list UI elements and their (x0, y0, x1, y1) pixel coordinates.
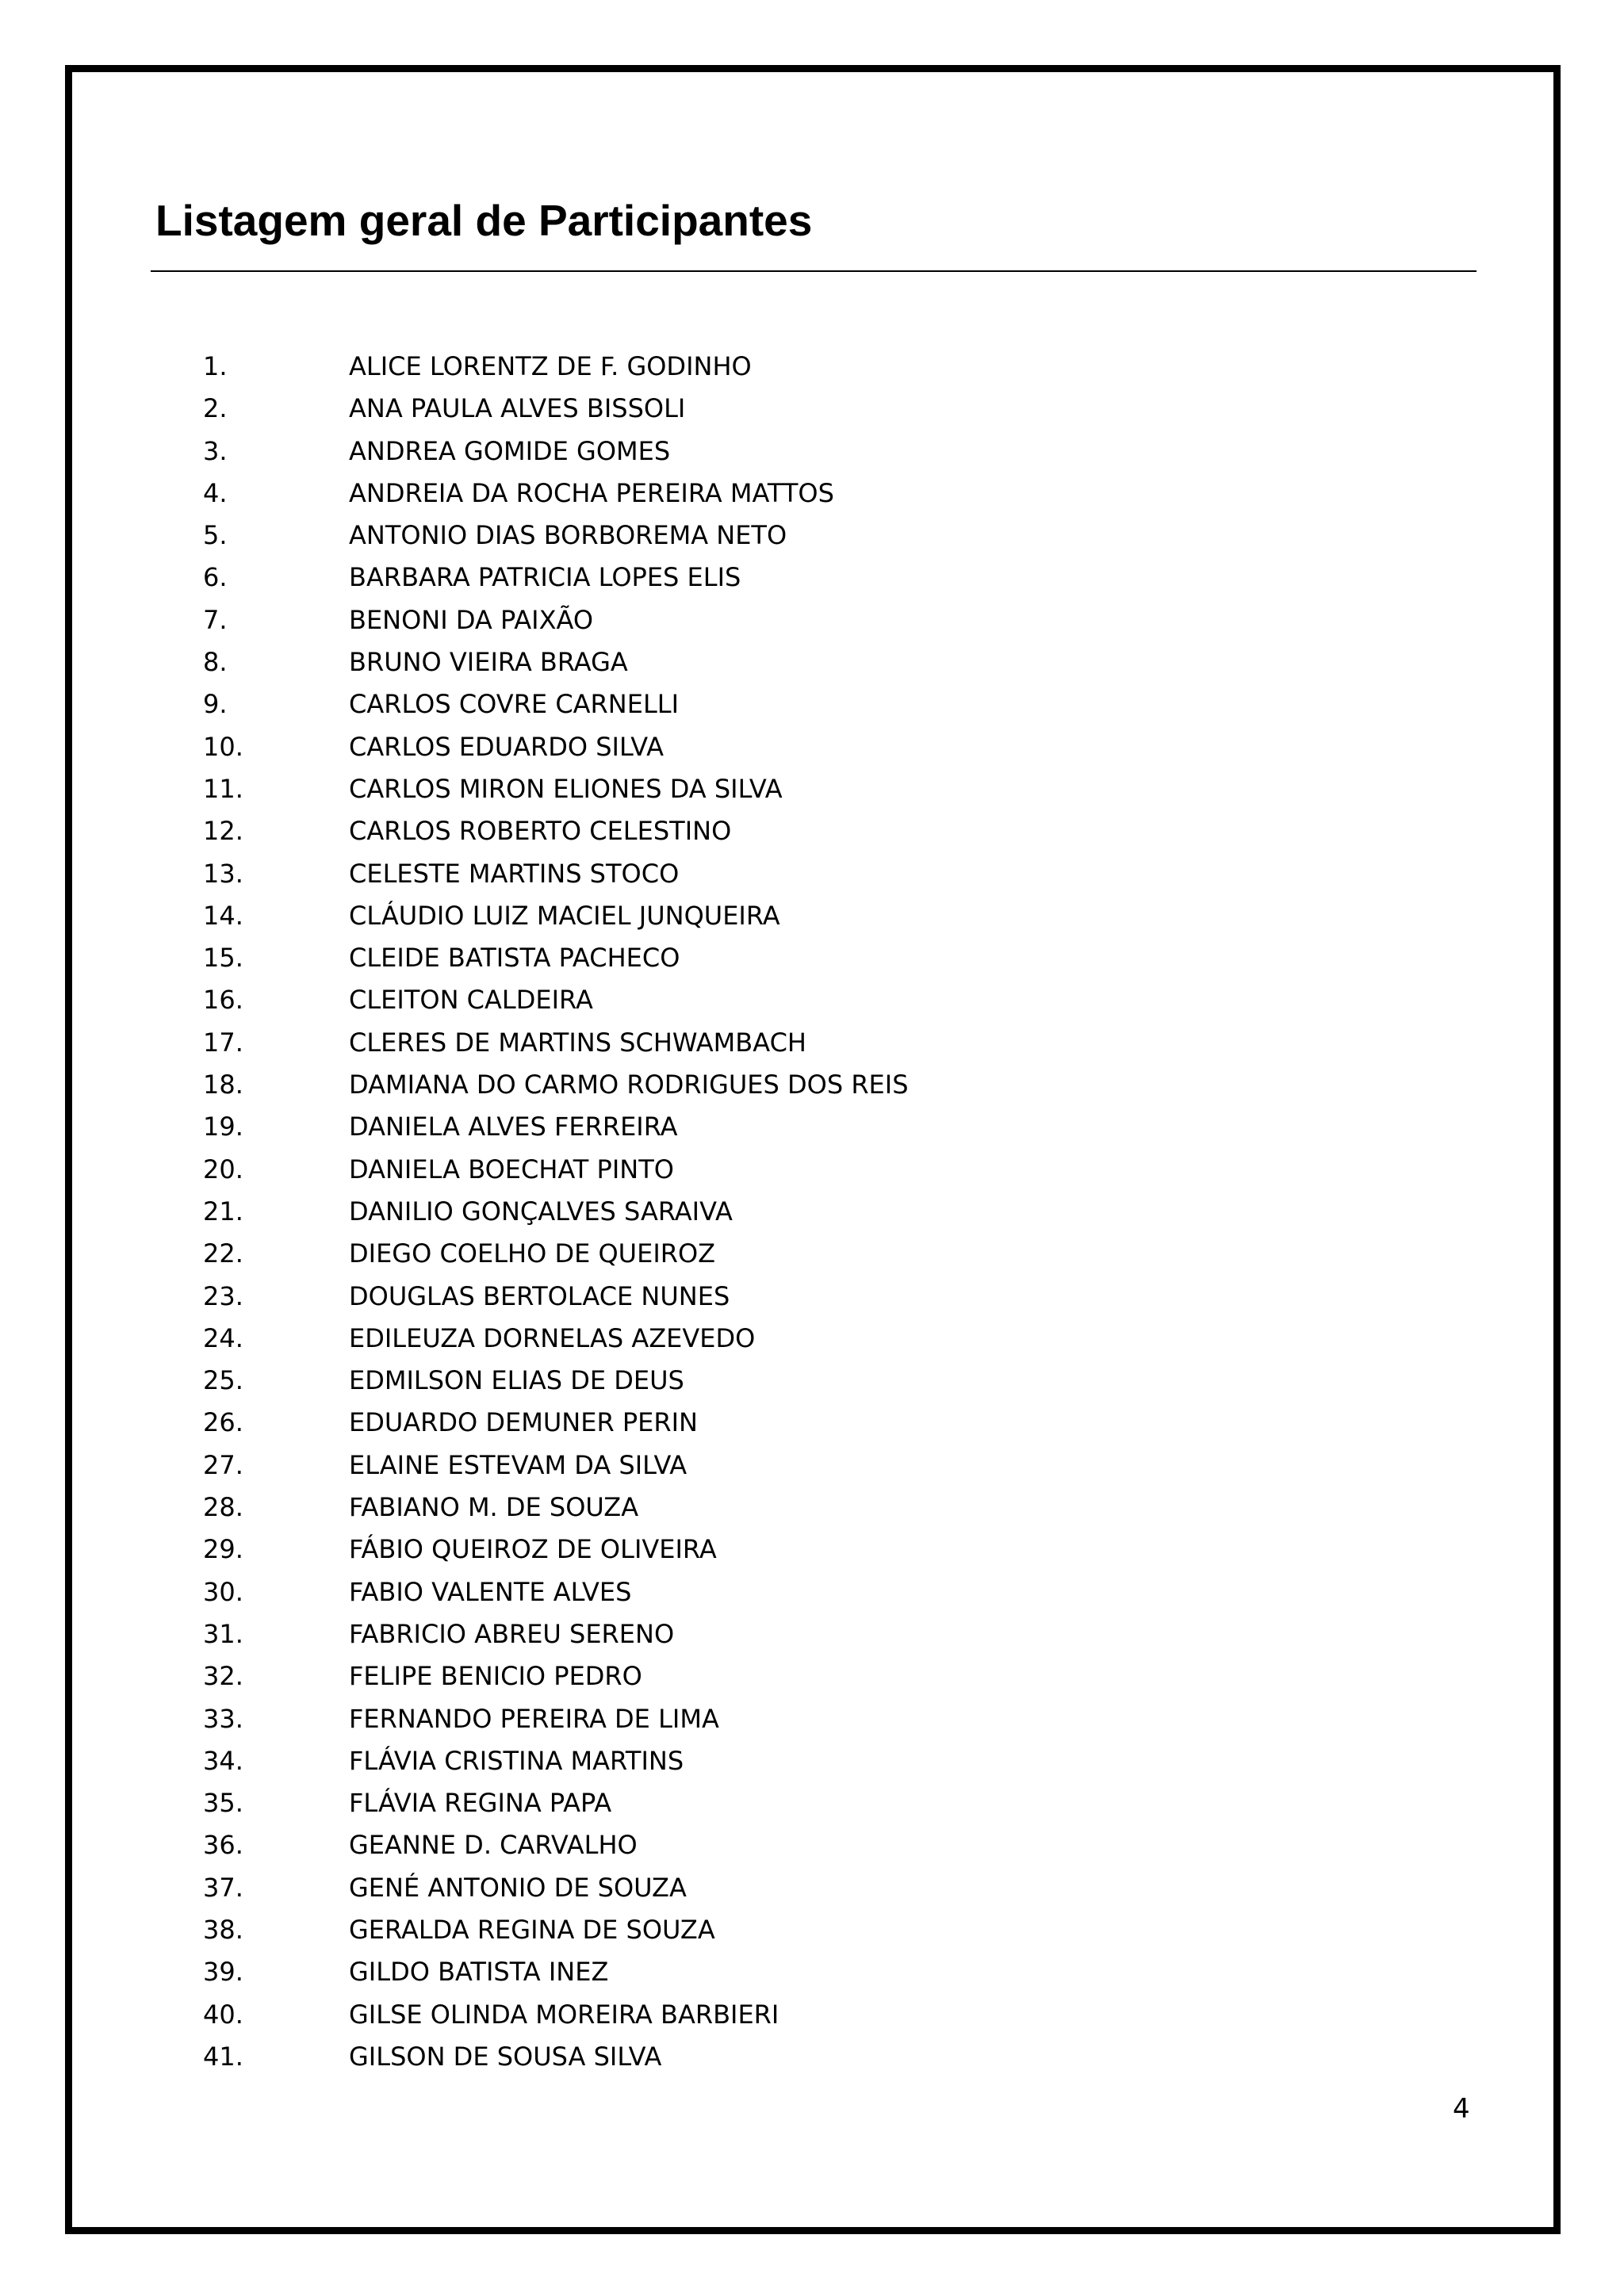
participant-name: CARLOS EDUARDO SILVA (349, 731, 665, 762)
participant-number: 41. (203, 2041, 243, 2072)
participant-number: 37. (203, 1872, 243, 1903)
page-border (65, 65, 1561, 2234)
participant-name: BENONI DA PAIXÃO (349, 604, 593, 635)
participant-number: 14. (203, 900, 243, 931)
participant-number: 34. (203, 1745, 243, 1776)
participant-name: ANTONIO DIAS BORBOREMA NETO (349, 520, 787, 551)
participant-name: FLÁVIA REGINA PAPA (349, 1788, 612, 1819)
participant-number: 18. (203, 1070, 243, 1100)
participant-name: CLERES DE MARTINS SCHWAMBACH (349, 1027, 806, 1058)
participant-number: 31. (203, 1618, 243, 1649)
participant-number: 6. (203, 562, 228, 593)
participant-number: 35. (203, 1788, 243, 1819)
participant-number: 26. (203, 1407, 243, 1438)
title-divider (151, 270, 1477, 272)
participant-name: GERALDA REGINA DE SOUZA (349, 1914, 715, 1945)
participant-name: GILDO BATISTA INEZ (349, 1957, 609, 1988)
participant-name: DIEGO COELHO DE QUEIROZ (349, 1238, 716, 1269)
participant-name: ELAINE ESTEVAM DA SILVA (349, 1449, 688, 1480)
participant-number: 25. (203, 1365, 243, 1396)
participant-name: DANILIO GONÇALVES SARAIVA (349, 1196, 733, 1226)
participant-number: 10. (203, 731, 243, 762)
participant-name: FABIANO M. DE SOUZA (349, 1492, 639, 1523)
participant-number: 38. (203, 1914, 243, 1945)
participant-number: 4. (203, 477, 228, 508)
participant-name: ANDREA GOMIDE GOMES (349, 435, 671, 466)
participant-number: 11. (203, 773, 243, 804)
participant-number: 1. (203, 351, 228, 381)
participant-number: 9. (203, 689, 228, 720)
participant-name: FELIPE BENICIO PEDRO (349, 1661, 642, 1692)
participant-name: GILSE OLINDA MOREIRA BARBIERI (349, 1999, 779, 2030)
participant-number: 8. (203, 647, 228, 678)
participant-number: 24. (203, 1322, 243, 1353)
participant-name: EDUARDO DEMUNER PERIN (349, 1407, 698, 1438)
participant-number: 2. (203, 393, 228, 424)
participant-number: 3. (203, 435, 228, 466)
participant-number: 13. (203, 858, 243, 889)
participant-number: 17. (203, 1027, 243, 1058)
page-number: 4 (1453, 2093, 1470, 2125)
participant-name: DANIELA ALVES FERREIRA (349, 1112, 678, 1142)
participant-number: 19. (203, 1112, 243, 1142)
participant-name: CLEITON CALDEIRA (349, 985, 593, 1016)
participant-number: 29. (203, 1534, 243, 1565)
participant-name: CARLOS COVRE CARNELLI (349, 689, 680, 720)
participant-name: CLEIDE BATISTA PACHECO (349, 943, 680, 974)
participant-name: ANA PAULA ALVES BISSOLI (349, 393, 686, 424)
participant-name: FABRICIO ABREU SERENO (349, 1618, 675, 1649)
participant-name: DOUGLAS BERTOLACE NUNES (349, 1280, 730, 1311)
participant-name: CARLOS MIRON ELIONES DA SILVA (349, 773, 783, 804)
participant-number: 20. (203, 1154, 243, 1184)
participant-name: BARBARA PATRICIA LOPES ELIS (349, 562, 741, 593)
page-title: Listagem geral de Participantes (155, 196, 813, 245)
participant-number: 7. (203, 604, 228, 635)
participant-name: GEANNE D. CARVALHO (349, 1830, 638, 1861)
participant-name: DANIELA BOECHAT PINTO (349, 1154, 674, 1184)
participant-number: 12. (203, 816, 243, 847)
participant-number: 32. (203, 1661, 243, 1692)
participant-number: 5. (203, 520, 228, 551)
participant-name: CLÁUDIO LUIZ MACIEL JUNQUEIRA (349, 900, 780, 931)
participant-name: BRUNO VIEIRA BRAGA (349, 647, 628, 678)
participant-name: ANDREIA DA ROCHA PEREIRA MATTOS (349, 477, 834, 508)
participant-name: CELESTE MARTINS STOCO (349, 858, 680, 889)
participant-name: FÁBIO QUEIROZ DE OLIVEIRA (349, 1534, 717, 1565)
participant-number: 33. (203, 1703, 243, 1734)
participant-name: DAMIANA DO CARMO RODRIGUES DOS REIS (349, 1070, 909, 1100)
participant-name: EDILEUZA DORNELAS AZEVEDO (349, 1322, 756, 1353)
participant-name: FABIO VALENTE ALVES (349, 1576, 632, 1607)
participant-number: 36. (203, 1830, 243, 1861)
participant-name: EDMILSON ELIAS DE DEUS (349, 1365, 684, 1396)
participant-number: 30. (203, 1576, 243, 1607)
participant-number: 40. (203, 1999, 243, 2030)
participant-name: GILSON DE SOUSA SILVA (349, 2041, 662, 2072)
participant-name: ALICE LORENTZ DE F. GODINHO (349, 351, 752, 381)
participant-number: 23. (203, 1280, 243, 1311)
participant-number: 21. (203, 1196, 243, 1226)
participant-name: FLÁVIA CRISTINA MARTINS (349, 1745, 684, 1776)
participant-number: 39. (203, 1957, 243, 1988)
participant-number: 22. (203, 1238, 243, 1269)
participant-number: 16. (203, 985, 243, 1016)
participant-name: CARLOS ROBERTO CELESTINO (349, 816, 732, 847)
participant-number: 15. (203, 943, 243, 974)
participant-number: 27. (203, 1449, 243, 1480)
participant-name: FERNANDO PEREIRA DE LIMA (349, 1703, 719, 1734)
participant-name: GENÉ ANTONIO DE SOUZA (349, 1872, 687, 1903)
participant-number: 28. (203, 1492, 243, 1523)
